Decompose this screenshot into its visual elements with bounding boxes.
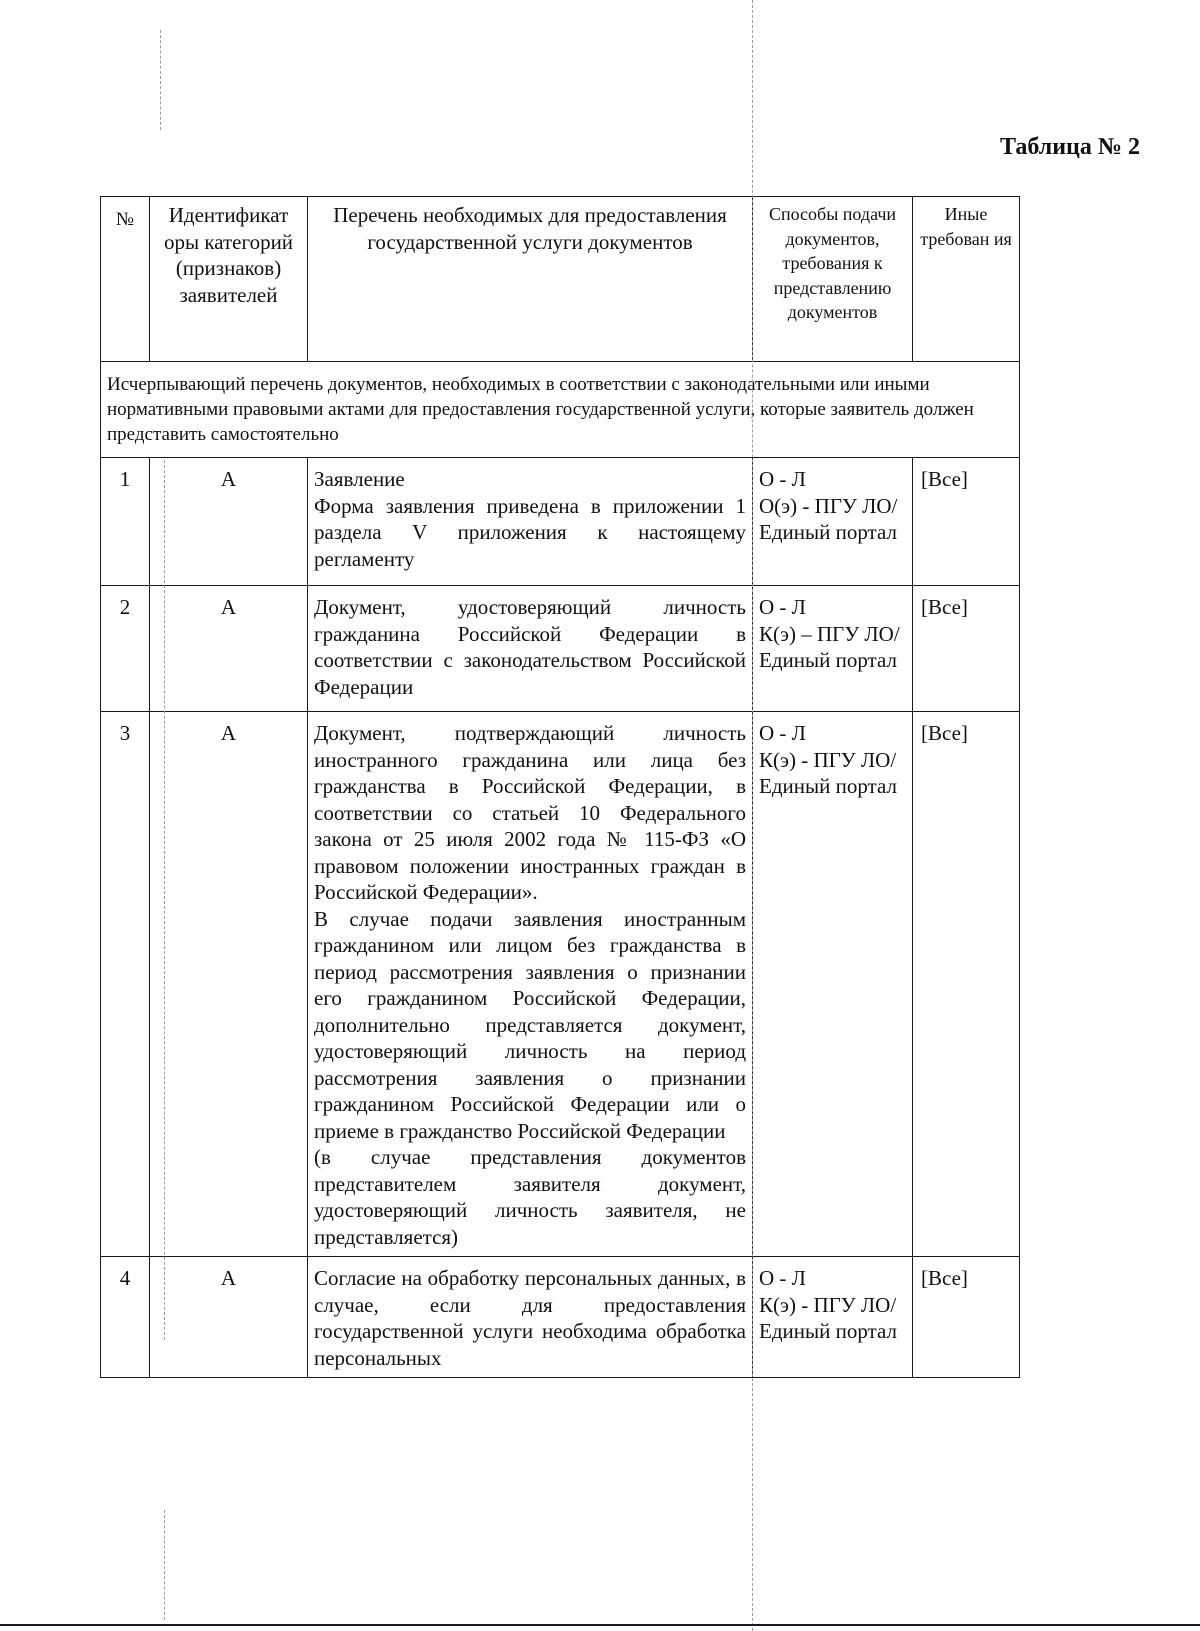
row-category: А [150, 458, 308, 586]
scan-artifact-line [752, 0, 753, 1631]
header-methods: Способы подачи документов, требования к представлению документов [753, 197, 913, 362]
row-other: [Все] [913, 586, 1020, 712]
document-text: (в случае представления документов представителем заявителя документ, удостоверяющий личность заявителя, не представляется) [314, 1145, 746, 1249]
row-documents [308, 712, 753, 1257]
scan-artifact-line [164, 1510, 165, 1620]
section-heading: Исчерпывающий перечень документов, необходимых в соответствии с законодательными или иными нормативными правовыми актами для предоставления государственной услуги, которые заявитель должен представить самостоятельно [101, 362, 1020, 458]
scan-artifact-line [164, 460, 165, 1340]
method-text: К(э) - ПГУ ЛО/ Единый портал [759, 1292, 897, 1343]
table-title: Таблица № 2 [999, 134, 1140, 160]
header-row [101, 197, 1020, 362]
method-text: О - Л [759, 467, 806, 491]
table-row [101, 586, 1020, 712]
method-text: К(э) – ПГУ ЛО/ Единый портал [759, 621, 900, 672]
document-text: Документ, удостоверяющий личность гражданина Российской Федерации в соответствии с законодательством Российской Федерации [314, 595, 746, 699]
document-text: Заявление [314, 467, 405, 491]
method-text: К(э) - ПГУ ЛО/ Единый портал [759, 747, 897, 798]
row-methods [753, 1257, 913, 1378]
row-number: 1 [101, 458, 150, 586]
document-text: В случае подачи заявления иностранным гражданином или лицом без гражданства в период рассмотрения заявления о признании его гражданином Российской Федерации, дополнительно представляется документ, удостоверяющий личность на период рассмотрения заявления о признании гражданином Российской Федерации или о приеме в гражданство Российской Федерации [314, 906, 746, 1143]
row-category: А [150, 712, 308, 1257]
method-text: О - Л [759, 721, 806, 745]
row-other: [Все] [913, 712, 1020, 1257]
document-text: Согласие на обработку персональных данных, в случае, если для предоставления государственной услуги необходима обработка персональных [314, 1266, 746, 1370]
row-methods [753, 712, 913, 1257]
row-methods [753, 586, 913, 712]
method-text: О(э) - ПГУ ЛО/ Единый портал [759, 493, 898, 544]
header-num: № [101, 197, 150, 362]
row-number: 4 [101, 1257, 150, 1378]
row-category: А [150, 1257, 308, 1378]
document-text: Документ, подтверждающий личность иностранного гражданина или лица без гражданства в Российской Федерации, в соответствии со статьей 10 Федерального закона от 25 июля 2002 года № 115-ФЗ «О правовом положении иностранных граждан в Российской Федерации». [314, 721, 746, 904]
row-number: 2 [101, 586, 150, 712]
row-documents [308, 458, 753, 586]
scan-artifact-line [160, 30, 161, 130]
table-row [101, 1257, 1020, 1378]
row-other: [Все] [913, 1257, 1020, 1378]
table-row [101, 712, 1020, 1257]
header-category: Идентификат оры категорий (признаков) заявителей [150, 197, 308, 362]
document-text: Форма заявления приведена в приложении 1 раздела V приложения к настоящему регламенту [314, 493, 746, 571]
method-text: О - Л [759, 1266, 806, 1290]
page-edge-line [0, 1624, 1200, 1626]
row-category: А [150, 586, 308, 712]
table-row [101, 458, 1020, 586]
row-documents [308, 1257, 753, 1378]
row-number: 3 [101, 712, 150, 1257]
method-text: О - Л [759, 595, 806, 619]
header-other: Иные требован ия [913, 197, 1020, 362]
row-other: [Все] [913, 458, 1020, 586]
row-documents [308, 586, 753, 712]
section-row [101, 362, 1020, 458]
row-methods [753, 458, 913, 586]
header-documents: Перечень необходимых для предоставления государственной услуги документов [308, 197, 753, 362]
documents-table [100, 196, 1020, 1378]
